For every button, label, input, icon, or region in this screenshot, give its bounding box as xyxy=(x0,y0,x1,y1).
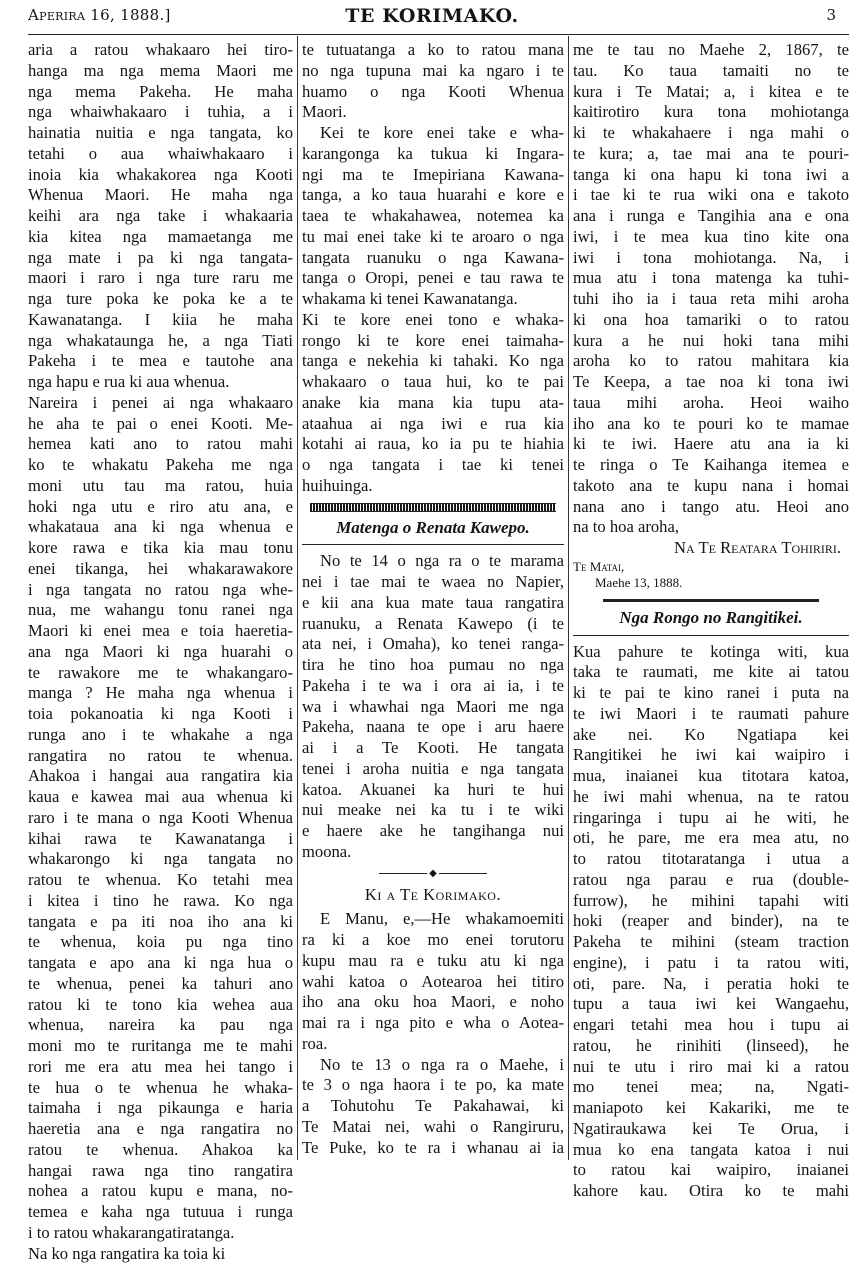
text-line: engine), i patu i ta ratou witi, xyxy=(573,953,849,974)
text-line: hangai rawa nga tino rangatira xyxy=(28,1161,293,1182)
text-line: hoki nga utu e riro atu ana, e xyxy=(28,497,293,518)
text-line: kura i Te Matai; a, i kitea e te xyxy=(573,82,849,103)
text-line: rori me era atu mea hei tango i xyxy=(28,1057,293,1078)
letter-text xyxy=(302,909,564,1158)
text-line: Ahakoa i hangai aua rangatira kia xyxy=(28,766,293,787)
text-line: tanga, a ko taua huarahi e kore e xyxy=(302,185,564,206)
text-line: Whenua Maori. He maha nga xyxy=(28,185,293,206)
text-line: E Manu, e,—He whakamoemiti xyxy=(302,909,564,930)
text-line: Maori ki enei mea e toia haeretia- xyxy=(28,621,293,642)
text-line: taua mihi aroha. Heoi waiho xyxy=(573,393,849,414)
text-line: Kei te kore enei take e wha- xyxy=(302,123,564,144)
text-line: kotahi ai raua, ko ia pu te hiahia xyxy=(302,434,564,455)
text-line: whakarongo ki nga tangata no xyxy=(28,849,293,870)
text-line: Te Matai nei, wahi o Rangiruru, xyxy=(302,1117,564,1138)
text-line: maniapoto kei Kakariki, me te xyxy=(573,1098,849,1119)
text-line: raro i te mana o nga Kooti Whenua xyxy=(28,808,293,829)
text-line: kore rawa e tika kia mau tonu xyxy=(28,538,293,559)
text-line: whakaaro o taua hui, ko te pai xyxy=(302,372,564,393)
article-continued-text xyxy=(302,40,564,497)
text-line: temea e kaha nga tutuua i runga xyxy=(28,1202,293,1223)
text-line: nui te utu i riro mai ki a ratou xyxy=(573,1057,849,1078)
ornament-divider: ◆ xyxy=(302,869,564,879)
text-line: tanga e nekehia ki tahaki. Ko nga xyxy=(302,351,564,372)
text-line: te 3 o nga haora i te po, ka mate xyxy=(302,1075,564,1096)
text-line: nohea a ratou kupu e mana, no- xyxy=(28,1181,293,1202)
text-line: haeretia ana e nga rangatira no xyxy=(28,1119,293,1140)
text-line: nua, me wahangu tonu ranei nga xyxy=(28,600,293,621)
text-line: Pakeha i te mea e tautohe ana xyxy=(28,351,293,372)
article-heading: Matenga o Renata Kawepo. xyxy=(302,518,564,539)
text-line: mai ra i nga pito e wha o Aotea- xyxy=(302,1013,564,1034)
text-line: moona. xyxy=(302,842,564,863)
text-line: mua, inaianei kua titotara katoa, xyxy=(573,766,849,787)
text-line: ko te whakatu Pakeha me nga xyxy=(28,455,293,476)
text-line: aroha ko to ratou mahitara kia xyxy=(573,351,849,372)
text-line: ki te iwi. Haere atu ana ia ki xyxy=(573,434,849,455)
text-line: ai i a Te Kooti. He tangata xyxy=(302,738,564,759)
text-line: ki te whakahaere i nga mahi o xyxy=(573,123,849,144)
header-rule xyxy=(28,34,849,35)
text-line: mua ko ena tangata katoa i nui xyxy=(573,1140,849,1161)
text-line: to ratou kai waipiro, inaianei xyxy=(573,1160,849,1181)
text-line: Te Puke, ko te ra i whanau ai ia xyxy=(302,1138,564,1159)
letter-date: Maehe 13, 1888. xyxy=(573,575,849,591)
text-line: i kitea i tino he rawa. Ko nga xyxy=(28,891,293,912)
text-line: oti, he pare, me era mea atu, no xyxy=(573,828,849,849)
column-3 xyxy=(573,40,849,1162)
text-line: kihai rawa te Kawanatanga i xyxy=(28,829,293,850)
text-line: ata nei, i Omaha), ko tenei ranga- xyxy=(302,634,564,655)
text-line: ana i runga e Tangihia ana e ona xyxy=(573,206,849,227)
text-line: nga whakataunga he, a nga Tiati xyxy=(28,331,293,352)
text-line: Na ko nga rangatira ka toia ki xyxy=(28,1244,293,1264)
text-line: wahi katoa o Aotearoa hei titiro xyxy=(302,972,564,993)
text-line: na to hoa aroha, xyxy=(573,517,849,538)
text-line: ana nga Maori ki nga huarahi o xyxy=(28,642,293,663)
text-line: Kua pahure te kotinga witi, kua xyxy=(573,642,849,663)
text-line: kahore kau. Otira ko te mahi xyxy=(573,1181,849,1202)
text-line: whakataua ana ki nga whenua e xyxy=(28,517,293,538)
text-line: ratou nga parau e rua (double- xyxy=(573,870,849,891)
text-line: nui meake nei ka tu i te wiki xyxy=(302,800,564,821)
text-line: takoto ana te kupu nana i homai xyxy=(573,476,849,497)
text-line: tu mai enei take ki te aroaro o nga xyxy=(302,227,564,248)
text-line: Nareira i penei ai nga whakaaro xyxy=(28,393,293,414)
text-line: enei tikanga, hei whakarawakore xyxy=(28,559,293,580)
text-line: ki ona hoa tamariki o to ratou xyxy=(573,310,849,331)
text-line: moni utu tau ma ratou, huia xyxy=(28,476,293,497)
text-line: karangonga ka tukua ki Ingara- xyxy=(302,144,564,165)
text-line: te whenua, penei ka tahuri ano xyxy=(28,974,293,995)
text-line: maori i raro i nga ture raru me xyxy=(28,268,293,289)
text-line: ratou te whenua. Ko tetahi mea xyxy=(28,870,293,891)
text-line: me te tau no Maehe 2, 1867, te xyxy=(573,40,849,61)
masthead xyxy=(28,5,836,31)
text-line: te hua o te whenua he whaka- xyxy=(28,1078,293,1099)
text-line: ngi ma te Imepiriana Kawana- xyxy=(302,165,564,186)
text-line: iwi, i te mea kua tino kite ona xyxy=(573,227,849,248)
column-1 xyxy=(28,40,293,1162)
text-line: te whenua, koia pu nga tino xyxy=(28,932,293,953)
text-line: e kii ana kua mate taua rangatira xyxy=(302,593,564,614)
text-line: te kura; a, tae mai ana te pouri- xyxy=(573,144,849,165)
text-line: ra ki a koe mo enei torutoru xyxy=(302,930,564,951)
text-line: o nga tangata i tae ki tenei xyxy=(302,455,564,476)
text-line: mo tenei mea; na, Ngati- xyxy=(573,1077,849,1098)
text-line: moni mo te ruritanga me te mahi xyxy=(28,1036,293,1057)
text-line: i to ratou whakarangatiratanga. xyxy=(28,1223,293,1244)
text-line: iwi i tona mohiotanga. Na, i xyxy=(573,248,849,269)
text-line: manga ? He maha nga whenua i xyxy=(28,683,293,704)
text-line: kupu mau ra e tuku atu ki nga xyxy=(302,951,564,972)
text-line: iho ana ko te pouri ko te mamae xyxy=(573,414,849,435)
letter-continued-text xyxy=(573,40,849,538)
text-line: tau. Ko taua tamaiti no te xyxy=(573,61,849,82)
text-line: e haere ake he tangihanga nui xyxy=(302,821,564,842)
text-line: toia pokanoatia ki nga Kooti i xyxy=(28,704,293,725)
obituary-text xyxy=(302,551,564,862)
text-line: te tutuatanga a ko to ratou mana xyxy=(302,40,564,61)
text-line: kaitirotiro kura tona mohiotanga xyxy=(573,102,849,123)
text-line: taimaha i nga pikaunga e haria xyxy=(28,1098,293,1119)
text-line: No te 14 o nga ra o te marama xyxy=(302,551,564,572)
text-line: tupu a taua iwi kei Wangaehu, xyxy=(573,994,849,1015)
text-line: nga ture poka ke poka ke a te xyxy=(28,289,293,310)
column-divider xyxy=(297,36,298,1160)
text-line: nga mema Pakeha. He maha xyxy=(28,82,293,103)
text-line: huihuinga. xyxy=(302,476,564,497)
text-line: tetahi o aua whaiwhakaaro i xyxy=(28,144,293,165)
text-line: rangatira no ratou te whenua. xyxy=(28,746,293,767)
text-line: nei i tae mai te waea no Napier, xyxy=(302,572,564,593)
text-line: No te 13 o nga ra o Maehe, i xyxy=(302,1055,564,1076)
text-line: runga ano i te whakahe a nga xyxy=(28,725,293,746)
text-line: te rawakore me te whakangaro- xyxy=(28,663,293,684)
text-line: hainatia nuitia e nga tangata, ko xyxy=(28,123,293,144)
text-line: nga mate i pa ki nga tangata- xyxy=(28,248,293,269)
text-line: keihi ara nga take i whakaaria xyxy=(28,206,293,227)
text-line: a Tohutohu Te Pakahawai, ki xyxy=(302,1096,564,1117)
letter-heading: Ki a Te Korimako. xyxy=(302,885,564,906)
text-line: nga hapu e rua ki aua whenua. xyxy=(28,372,293,393)
text-line: hanga ma nga mema Maori me xyxy=(28,61,293,82)
text-line: tira he tino hoa pumau no nga xyxy=(302,655,564,676)
text-line: tangata e apo ana ki nga hua o xyxy=(28,953,293,974)
text-line: nga whaiwhakaaro i tuhia, a i xyxy=(28,102,293,123)
text-line: ringaringa i tupu ai he witi, he xyxy=(573,808,849,829)
issue-date: Aperira 16, 1888.] xyxy=(28,6,171,24)
text-line: kura a he nui hoki tana mihi xyxy=(573,331,849,352)
text-line: Ngatiraukawa kei Te Orua, i xyxy=(573,1119,849,1140)
text-line: tuhi iho ia i taua reta mihi aroha xyxy=(573,289,849,310)
text-line: nana ano i tango atu. Heoi ano xyxy=(573,497,849,518)
text-line: he iwi mahi whenua, na te ratou xyxy=(573,787,849,808)
article-heading: Nga Rongo no Rangitikei. xyxy=(573,608,849,629)
text-line: whenua, nareira ka pau nga xyxy=(28,1015,293,1036)
text-line: Kawanatanga. I kiia he maha xyxy=(28,310,293,331)
text-line: tanga ki ona hapu ki tona iwi a xyxy=(573,165,849,186)
text-line: kaua e kawea mai aua whenua ki xyxy=(28,787,293,808)
text-line: Ki te kore enei tono e whaka- xyxy=(302,310,564,331)
text-line: rongo ki te kore enei taimaha- xyxy=(302,331,564,352)
text-line: taea te whakahawea, notemea ka xyxy=(302,206,564,227)
letter-signature: Na Te Reatara Tohiriri. xyxy=(573,538,849,559)
text-line: oti, pare. Na, i peratia hoki te xyxy=(573,974,849,995)
text-line: ratou, he rinihiti (linseed), he xyxy=(573,1036,849,1057)
text-line: Pakeha te mihini (steam traction xyxy=(573,932,849,953)
text-line: huamo o nga Kooti Whenua xyxy=(302,82,564,103)
news-text xyxy=(573,642,849,1202)
text-line: ratou ki te tono kia wehea aua xyxy=(28,995,293,1016)
text-line: ake nei. Ko Ngatiapa kei xyxy=(573,725,849,746)
text-line: Pakeha i te wa i ora ai ia, i te xyxy=(302,676,564,697)
text-line: ki te pai te kino ranei i puta na xyxy=(573,683,849,704)
text-line: roa. xyxy=(302,1034,564,1055)
column-2 xyxy=(302,40,564,1162)
text-line: whakama ki tenei Kawanatanga. xyxy=(302,289,564,310)
text-line: te iwi Maori i te raumati pahure xyxy=(573,704,849,725)
text-line: ruanuku, a Renata Kawepo (i te xyxy=(302,614,564,635)
text-line: taka te raumati, me kite ai tatou xyxy=(573,662,849,683)
text-line: i nga tangata no ratou nga whe- xyxy=(28,580,293,601)
section-divider xyxy=(310,503,556,512)
text-line: ataahua ai nga iwi e rua kia xyxy=(302,414,564,435)
section-divider xyxy=(603,599,819,602)
text-line: furrow), he mihini tapahi witi xyxy=(573,891,849,912)
text-line: ratou te whenua. Ahakoa ka xyxy=(28,1140,293,1161)
text-line: to ratou titotaratanga i utua a xyxy=(573,849,849,870)
text-line: tangata ruanuku o nga Kawana- xyxy=(302,248,564,269)
text-line: katoa. Akuanei ka huri te hui xyxy=(302,780,564,801)
article-continued-text xyxy=(28,40,293,1264)
text-line: inoia kia whakakorea nga Kooti xyxy=(28,165,293,186)
page-number: 3 xyxy=(826,6,836,24)
text-line: te ringa o Te Kaihanga itemea e xyxy=(573,455,849,476)
text-line: Pakeha, naana te ope i aru haere xyxy=(302,717,564,738)
newspaper-title: TE KORIMAKO. xyxy=(28,5,836,27)
text-line: kia kitea nga mamaetanga me xyxy=(28,227,293,248)
text-line: aria a ratou whakaaro hei tiro- xyxy=(28,40,293,61)
text-line: iho ana oku hoa Maori, e noho xyxy=(302,992,564,1013)
text-line: anake kia mana kia tupu ata- xyxy=(302,393,564,414)
column-divider xyxy=(568,36,569,1160)
text-line: hoki (reaper and binder), na te xyxy=(573,911,849,932)
text-line: Te Keepa, a tae noa ki tona iwi xyxy=(573,372,849,393)
text-line: tenei i aroha nuitia e nga tangata xyxy=(302,759,564,780)
text-line: wa i whawhai nga Maori me nga xyxy=(302,697,564,718)
text-line: mua atu i tona matenga ka tuhi- xyxy=(573,268,849,289)
text-line: he aha te pai o enei Kooti. Me- xyxy=(28,414,293,435)
text-line: tangata e pa iti noa iho ana ki xyxy=(28,912,293,933)
text-line: tanga o Oropi, penei e tau rawa te xyxy=(302,268,564,289)
heading-rule xyxy=(302,544,564,545)
letter-place: Te Matai, xyxy=(573,559,849,575)
text-line: no nga tupuna mai ka ngaro i te xyxy=(302,61,564,82)
text-line: Maori. xyxy=(302,102,564,123)
heading-rule xyxy=(573,635,849,636)
text-line: engari tetahi mea hou i tupu ai xyxy=(573,1015,849,1036)
text-line: Rangitikei he iwi kai waipiro i xyxy=(573,745,849,766)
text-line: hemea kati ano to ratou mahi xyxy=(28,434,293,455)
text-line: i tae ki te rua wiki ona e takoto xyxy=(573,185,849,206)
